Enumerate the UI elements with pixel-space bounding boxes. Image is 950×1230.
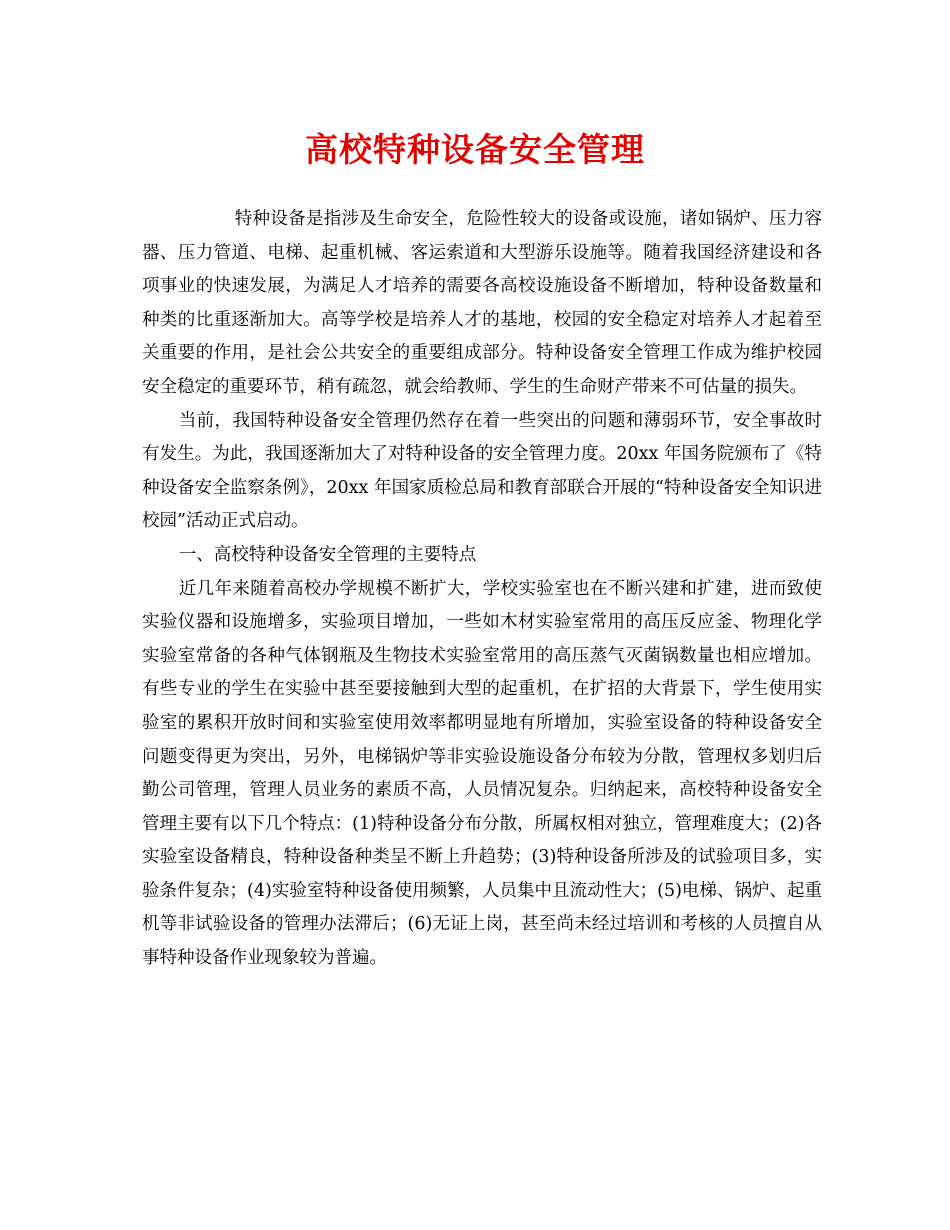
document-body: [142, 203, 822, 976]
paragraph-characteristics: 近几年来随着高校办学规模不断扩大，学校实验室也在不断兴建和扩建，进而致使实验仪器和设施增多，实验项目增加，一些如木材实验室常用的高压反应釜、物理化学实验室常备的各种气体钢瓶及生物技术实验室常用的高压蒸气灭菌锅数量也相应增加。有些专业的学生在实验中甚至要接触到大型的起重机，在扩招的大背景下，学生使用实验室的累积开放时间和实验室使用效率都明显地有所增加，实验室设备的特种设备安全问题变得更为突出，另外，电梯锅炉等非实验设施设备分布较为分散，管理权多划归后勤公司管理，管理人员业务的素质不高，人员情况复杂。归纳起来，高校特种设备安全管理主要有以下几个特点：(1)特种设备分布分散，所属权相对独立，管理难度大；(2)各实验室设备精良，特种设备种类呈不断上升趋势；(3)特种设备所涉及的试验项目多，实验条件复杂；(4)实验室特种设备使用频繁，人员集中且流动性大；(5)电梯、锅炉、起重机等非试验设备的管理办法滞后；(6)无证上岗，甚至尚未经过培训和考核的人员擅自从事特种设备作业现象较为普遍。: [142, 578, 822, 969]
paragraph-current-status: 当前，我国特种设备安全管理仍然存在着一些突出的问题和薄弱环节，安全事故时有发生。为此，我国逐渐加大了对特种设备的安全管理力度。20xx 年国务院颁布了《特种设备安全监察条例》，20xx 年国家质检总局和教育部联合开展的“特种设备安全知识进校园”活动正式启动。: [142, 410, 822, 532]
section-heading-1: 一、高校特种设备安全管理的主要特点: [178, 544, 477, 565]
paragraph-intro: 特种设备是指涉及生命安全，危险性较大的设备或设施，诸如锅炉、压力容器、压力管道、电梯、起重机械、客运索道和大型游乐设施等。随着我国经济建设和各项事业的快速发展，为满足人才培养的需要各高校设施设备不断增加，特种设备数量和种类的比重逐渐加大。高等学校是培养人才的基地，校园的安全稳定对培养人才起着至关重要的作用，是社会公共安全的重要组成部分。特种设备安全管理工作成为维护校园安全稳定的重要环节，稍有疏忽，就会给教师、学生的生命财产带来不可估量的损失。: [142, 209, 822, 397]
document-title: 高校特种设备安全管理: [305, 130, 645, 169]
